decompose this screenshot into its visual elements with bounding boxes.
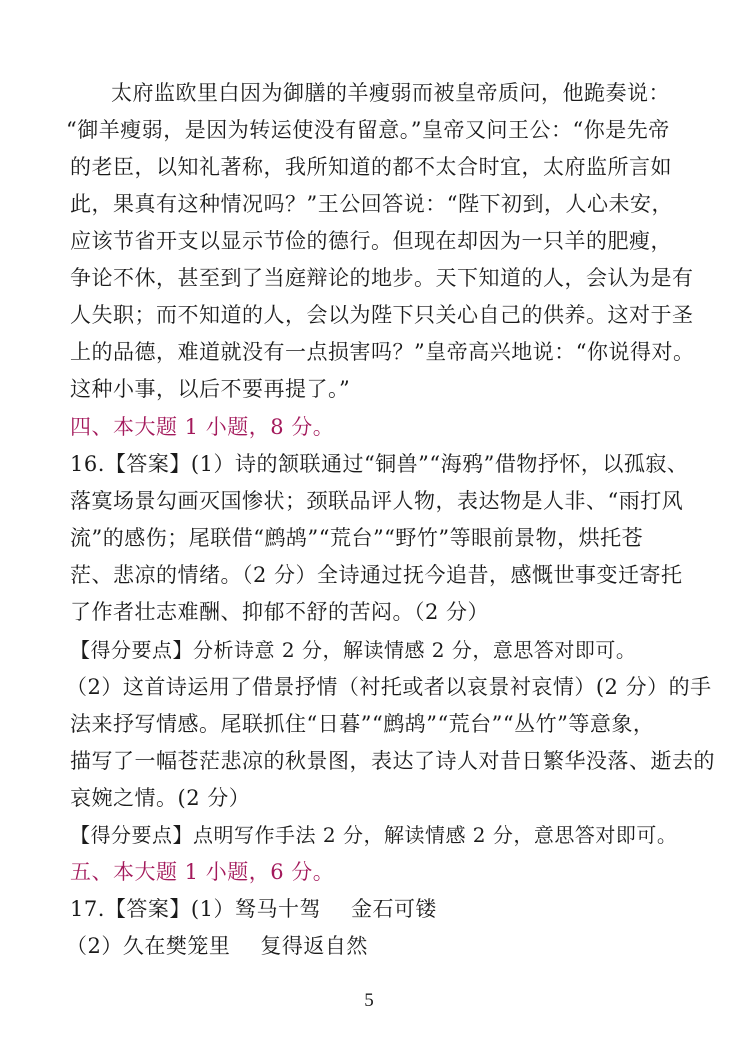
answer-line: [70, 895, 670, 923]
translation-line: 争论不休，甚至到了当庭辩论的地步。天下知道的人，会认为是有: [70, 266, 694, 290]
section-heading: 四、本大题 1 小题，8 分。: [70, 415, 335, 439]
translation-line: 太府监欧里白因为御膳的羊瘦弱而被皇帝质问，他跪奏说：: [111, 81, 670, 105]
answer-segment: 复得返自然: [260, 934, 368, 958]
translation-line: 这种小事，以后不要再提了。”: [70, 377, 351, 401]
answer-line: 茫、悲凉的情绪。（2 分）全诗通过抚今追昔，感慨世事变迁寄托: [70, 563, 683, 587]
answer-line: 哀婉之情。(2 分）: [70, 786, 251, 810]
scoring-note: 【得分要点】点明写作手法 2 分，解读情感 2 分，意思答对即可。: [70, 823, 678, 847]
answer-segment: 17.【答案】(1）驽马十驾: [70, 897, 321, 921]
translation-line: “御羊瘦弱，是因为转运使没有留意。”皇帝又问王公：“你是先帝: [66, 118, 670, 142]
answer-line: 描写了一幅苍茫悲凉的秋景图，表达了诗人对昔日繁华没落、逝去的: [70, 749, 715, 773]
section-heading: 五、本大题 1 小题，6 分。: [70, 860, 335, 884]
translation-line: 人失职；而不知道的人，会以为陛下只关心自己的供养。这对于圣: [70, 303, 694, 327]
answer-line: （2）这首诗运用了借景抒情（衬托或者以哀景衬哀情）(2 分）的手: [66, 675, 712, 699]
answer-line: 落寞场景勾画灭国惨状；颈联品评人物，表达物是人非、“雨打风: [70, 489, 684, 513]
scoring-note: 【得分要点】分析诗意 2 分，解读情感 2 分，意思答对即可。: [70, 638, 637, 662]
translation-line: 此，果真有这种情况吗？”王公回答说：“陛下初到，人心未安，: [70, 192, 673, 216]
answer-line: 法来抒写情感。尾联抓住“日暮”“鹧鸪”“荒台”“丛竹”等意象，: [70, 712, 655, 736]
answer-line: 16.【答案】(1）诗的颔联通过“铜兽”“海鸦”借物抒怀，以孤寂、: [70, 452, 689, 476]
translation-line: 的老臣，以知礼著称，我所知道的都不太合时宜，太府监所言如: [70, 155, 672, 179]
answer-segment: （2）久在樊笼里: [66, 934, 231, 958]
page-number: 5: [364, 990, 374, 1011]
translation-line: 上的品德，难道就没有一点损害吗？”皇帝高兴地说：“你说得对。: [70, 340, 695, 364]
answer-line: [66, 932, 666, 960]
answer-line: 了作者壮志难酬、抑郁不舒的苦闷。（2 分）: [70, 600, 490, 624]
translation-line: 应该节省开支以显示节俭的德行。但现在却因为一只羊的肥瘦，: [70, 229, 672, 253]
answer-line: 流”的感伤；尾联借“鹧鸪”“荒台”“野竹”等眼前景物，烘托苍: [70, 526, 644, 550]
answer-segment: 金石可镂: [350, 897, 437, 921]
